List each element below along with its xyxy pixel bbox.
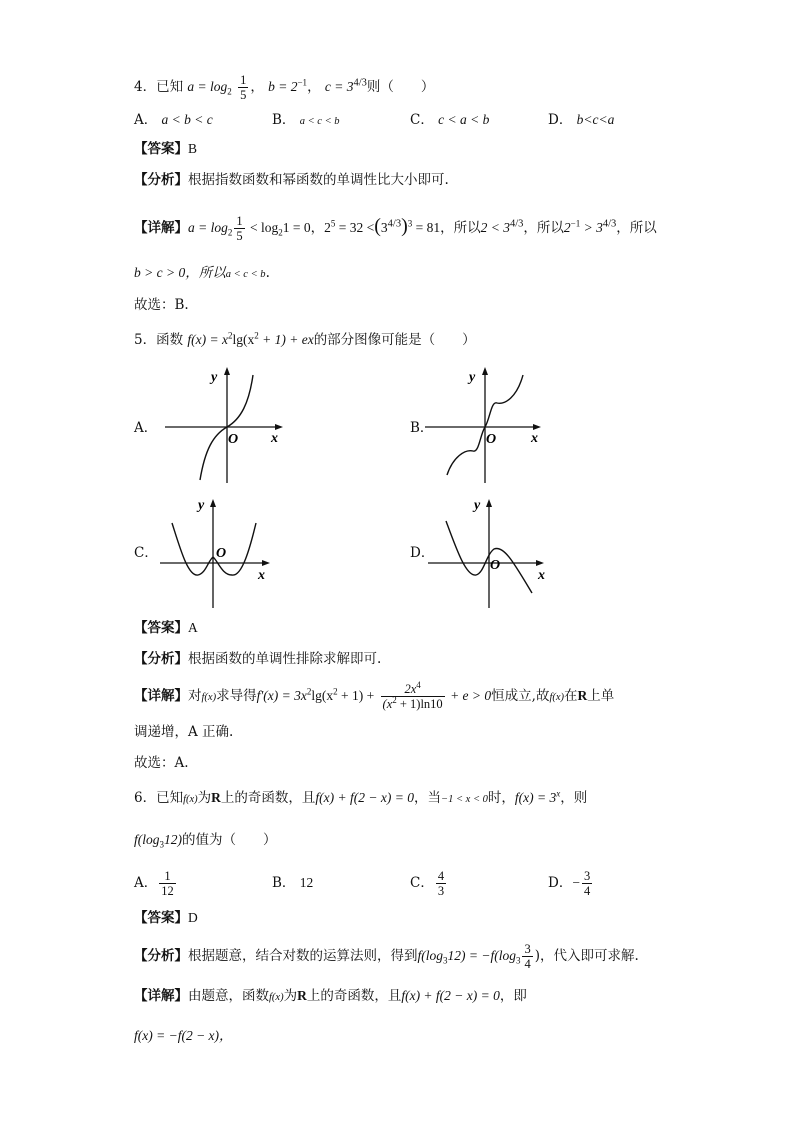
graph-a [165,365,295,487]
svg-text:x: x [258,568,265,583]
q4-option-b[interactable]: B． a < c < b [272,112,340,128]
q5-answer: 【答案】A [134,620,198,636]
q6-detail-line1: 【详解】由题意，函数f(x)为R上的奇函数，且f(x) + f(2 − x) = 0，即 [134,988,527,1004]
q4-conclusion: 故选：B. [134,297,189,313]
q5-detail-line2: 调递增，A 正确. [134,724,234,740]
log-base: 2 [227,86,232,97]
q5-option-c[interactable]: C． [134,545,158,561]
q6-option-c[interactable]: C． $\frac{4}{3}$ [410,869,445,898]
text: 则（ ） [366,79,435,95]
exponent-fraction: 4/3 [353,77,367,89]
q6-detail-line2: f(x) = −f(2 − x)， [134,1028,233,1043]
q4-option-c[interactable]: C． c < a < b [410,112,490,128]
q5-option-a[interactable]: A． [134,420,158,436]
q5-option-b[interactable]: B． [410,420,434,436]
q6-option-d[interactable]: D．− $\frac{3}{4}$ [548,869,591,898]
graph-d [428,493,558,613]
q4-option-a[interactable]: A． a < b < c [134,112,213,128]
origin-label: O [228,432,239,447]
q4-answer: 【答案】B [134,141,198,157]
q5-stem: 5．函数 $f(x) = x^2\lg(x^2 + 1)$ + ex的部分图像可能是（ ） [134,330,476,348]
q4-detail-line2: b > c > 0，所以a < c < b. [134,265,270,281]
y-arrow [224,367,230,375]
svg-text:O: O [490,558,501,573]
exponent: −1 [297,77,308,88]
svg-text:x: x [538,568,545,583]
svg-text:x: x [531,431,538,446]
math-b: b = 2 [268,79,298,94]
svg-text:y: y [474,498,481,513]
q6-stem-line1: 6．已知f(x)为R上的奇函数，且f(x) + f(2 − x) = 0，当−1 < x < 0时，$f(x) = 3^x$，则 [134,788,588,806]
svg-text:y: y [469,370,476,385]
math-c: c = 3 [324,79,354,94]
y-label: y [211,370,218,385]
graph-b [425,365,555,487]
q4-option-d[interactable]: D． b<c<a [548,112,615,128]
q6-answer: 【答案】D [134,910,198,926]
q5-option-d[interactable]: D． [410,545,435,561]
q4-detail-line1: 【详解】$a = \log_2$ $\frac{1}{5}$ < $\log_21 = 0$，$2^5 = 32 <(3^{4/3})^3 = 81$，所以$2 < 3^{4/3}$，所以$2^{-1} > 3^{4/3}$，所以 [134,214,657,243]
svg-text:y: y [198,498,205,513]
q6-analysis: 【分析】根据题意，结合对数的运算法则，得到$f(\log_312) = -f(\log_3$ $\frac{3}{4}$ )，代入即可求解. [134,942,639,971]
q6-option-b[interactable]: B． 12 [272,875,314,891]
q6-option-a[interactable]: A． $\frac{1}{12}$ [134,869,174,898]
svg-text:O: O [486,432,497,447]
q4-stem: 4．已知 $a = \log_2$ $\frac{1}{5}$ ， $b = 2^{-1}$， $c = 3^{4/3}$则（ ） [134,73,435,102]
q5-detail-line1: 【详解】对f(x)求导得$f'(x) = 3x^2\lg(x^2 + 1)$ + $\frac{2x^4}{(x^2 + 1)\ln 10}$ + e > 0恒成立,故f(x)在R上单 [134,679,615,711]
q6-stem-line2: $f(\log_312)$的值为（ ） [134,832,277,850]
x-arrow [275,424,283,430]
fraction: $\frac{2x^4}{(x^2 + 1)\ln 10}$ [382,679,443,711]
graph-c [160,493,290,613]
q5-analysis: 【分析】根据函数的单调性排除求解即可. [134,651,382,667]
text: 已知 [156,79,184,95]
math-a: a = log [187,79,228,94]
q5-conclusion: 故选：A. [134,755,189,771]
q4-analysis: 【分析】根据指数函数和幂函数的单调性比大小即可. [134,172,449,188]
svg-text:O: O [216,546,227,561]
fraction: $\frac{1}{5}$ [240,73,247,102]
x-label: x [271,431,278,446]
question-number: 4． [134,79,157,95]
